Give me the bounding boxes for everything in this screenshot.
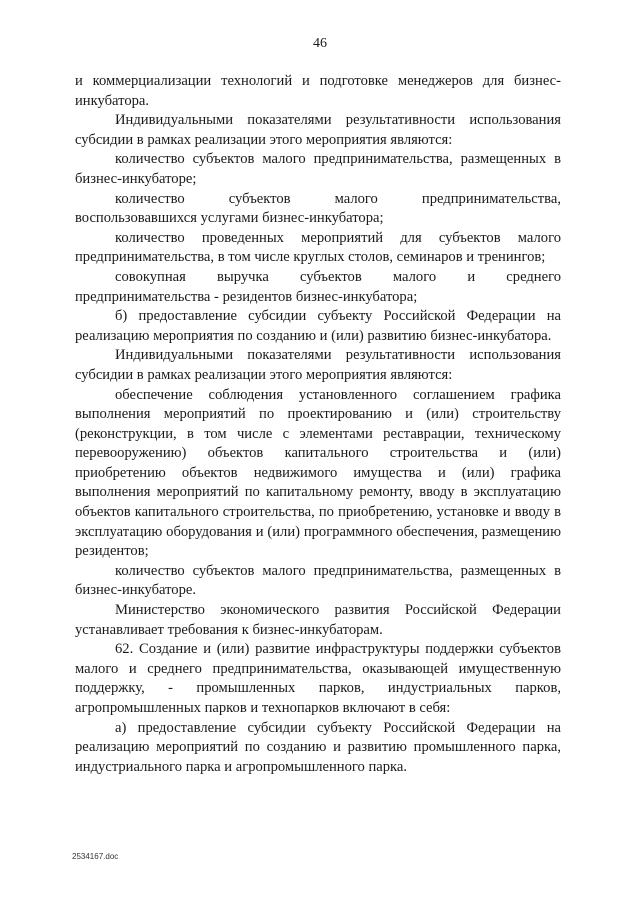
- paragraph-indicators-intro-2: Индивидуальными показателями результативности использования субсидии в рамках реализации этого мероприятия являются:: [75, 347, 561, 383]
- paragraph-item-b: б) предоставление субсидии субъекту Российской Федерации на реализацию мероприятия по созданию и (или) развитию бизнес-инкубатора.: [75, 308, 561, 344]
- paragraph-item-a: а) предоставление субсидии субъекту Российской Федерации на реализацию мероприятий по созданию и развитию промышленного парка, индустриального парка и агропромышленного парка.: [75, 719, 561, 775]
- paragraph-indicator-residents-count: количество субъектов малого предпринимательства, размещенных в бизнес-инкубаторе;: [75, 151, 561, 187]
- document-body: [75, 72, 561, 777]
- paragraph-ministry-requirements: Министерство экономического развития Российской Федерации устанавливает требования к бизнес-инкубаторам.: [75, 602, 561, 638]
- page-number: 46: [313, 36, 327, 51]
- paragraph-continuation: и коммерциализации технологий и подготовке менеджеров для бизнес-инкубатора.: [75, 73, 561, 109]
- paragraph-indicator-services-count: количество субъектов малого предпринимательства, воспользовавшихся услугами бизнес-инкубатора;: [75, 190, 561, 227]
- paragraph-indicator-revenue: совокупная выручка субъектов малого и среднего предпринимательства - резидентов бизнес-инкубатора;: [75, 268, 561, 305]
- footer-filename: 2534167.doc: [72, 852, 119, 861]
- paragraph-indicators-intro: Индивидуальными показателями результативности использования субсидии в рамках реализации этого мероприятия являются:: [75, 112, 561, 148]
- paragraph-section-62: 62. Создание и (или) развитие инфраструктуры поддержки субъектов малого и среднего предпринимательства, оказывающей имущественную поддержку, - промышленных парков, индустриальных парков, агропромышленных парков и технопарков включают в себя:: [75, 641, 561, 716]
- paragraph-indicator-events-count: количество проведенных мероприятий для субъектов малого предпринимательства, в том числе круглых столов, семинаров и тренингов;: [75, 229, 561, 266]
- paragraph-indicator-residents-count-2: количество субъектов малого предпринимательства, размещенных в бизнес-инкубаторе.: [75, 562, 561, 599]
- paragraph-indicator-schedule: обеспечение соблюдения установленного соглашением графика выполнения мероприятий по проектированию и (или) строительству (реконструкции, в том числе с элементами реставрации, техническому перевооружению) объектов капитального строительства и (или) приобретению объектов недвижимого имущества и (или) графика выполнения мероприятий по капитальному ремонту, вводу в эксплуатацию объектов капитального строительства, по приобретению, установке и вводу в эксплуатацию оборудования и (или) программного обеспечения, размещению резидентов;: [75, 386, 561, 560]
